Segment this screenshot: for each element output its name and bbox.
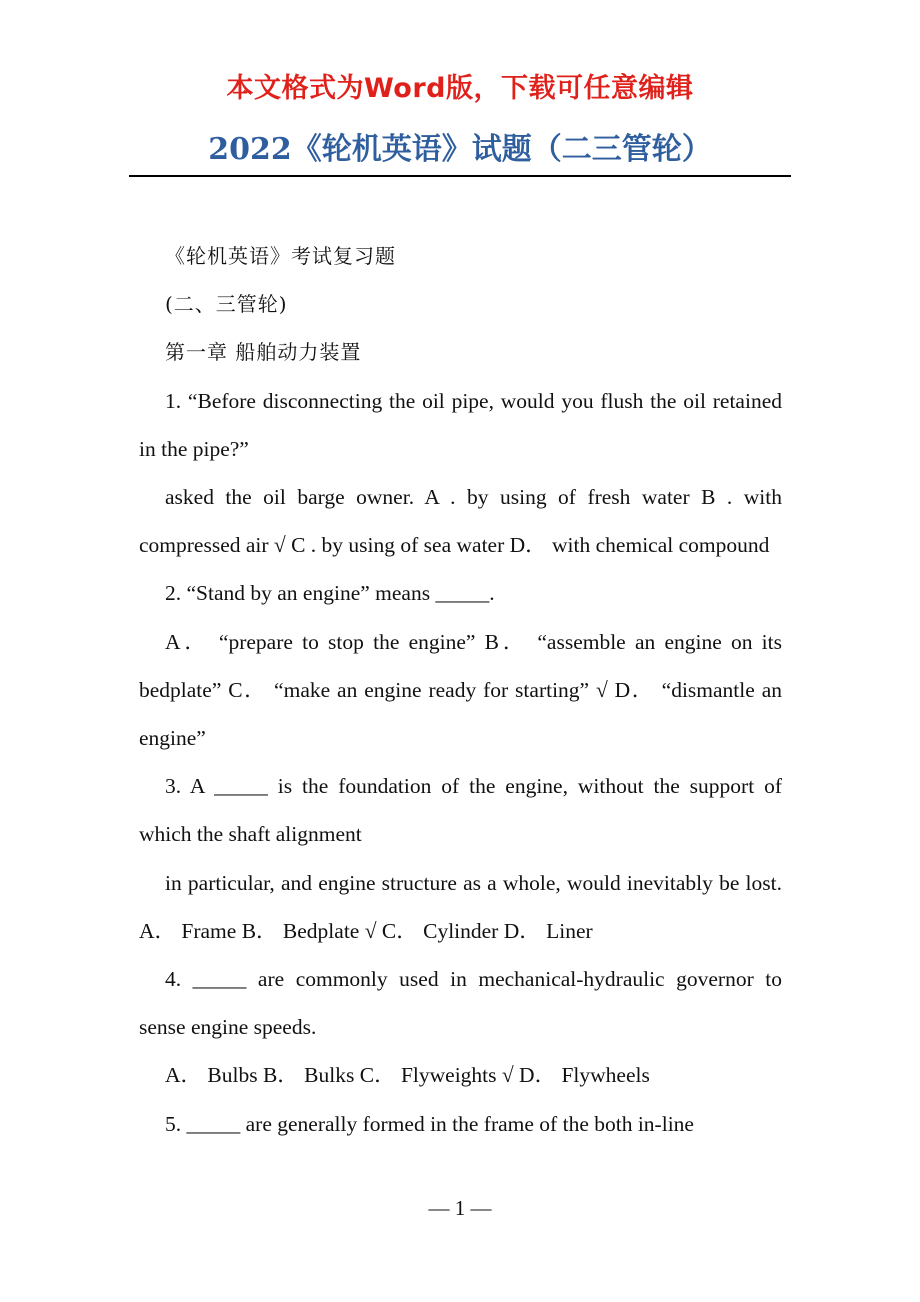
page-number: — 1 — bbox=[428, 1196, 492, 1220]
question-3-options: in particular, and engine structure as a whole, would inevitably be lost. A． Frame B． Bedplate √ C． Cylinder D． Liner bbox=[139, 870, 782, 943]
question-3-stem: 3. A _____ is the foundation of the engine, without the support of which the shaft alignment bbox=[139, 774, 782, 847]
document-title: 2022《轮机英语》试题（二三管轮） bbox=[208, 132, 712, 167]
document-body bbox=[139, 232, 782, 1148]
chapter-heading: 第一章 船舶动力装置 bbox=[165, 340, 362, 365]
question-4-stem: 4. _____ are commonly used in mechanical-hydraulic governor to sense engine speeds. bbox=[139, 967, 782, 1040]
question-5-stem: 5. _____ are generally formed in the frame of the both in-line bbox=[165, 1111, 694, 1136]
question-4-options: A． Bulbs B． Bulks C． Flyweights √ D． Flywheels bbox=[165, 1063, 650, 1088]
question-2-options: A． “prepare to stop the engine” B． “assemble an engine on its bedplate” C． “make an engine ready for starting” √ D． “dismantle an engine” bbox=[139, 629, 782, 751]
title-divider bbox=[129, 175, 791, 177]
review-heading: 《轮机英语》考试复习题 bbox=[165, 244, 396, 268]
format-banner: 本文格式为Word版，下载可任意编辑 bbox=[226, 73, 694, 104]
question-1-stem: 1. “Before disconnecting the oil pipe, would you flush the oil retained in the pipe?” bbox=[139, 388, 782, 461]
engineer-level: (二、三管轮) bbox=[165, 292, 288, 317]
question-1-options: asked the oil barge owner. A . by using of fresh water B . with compressed air √ C . by using of sea water D． with chemical compound bbox=[139, 485, 782, 558]
question-2-stem: 2. “Stand by an engine” means _____. bbox=[165, 581, 495, 606]
